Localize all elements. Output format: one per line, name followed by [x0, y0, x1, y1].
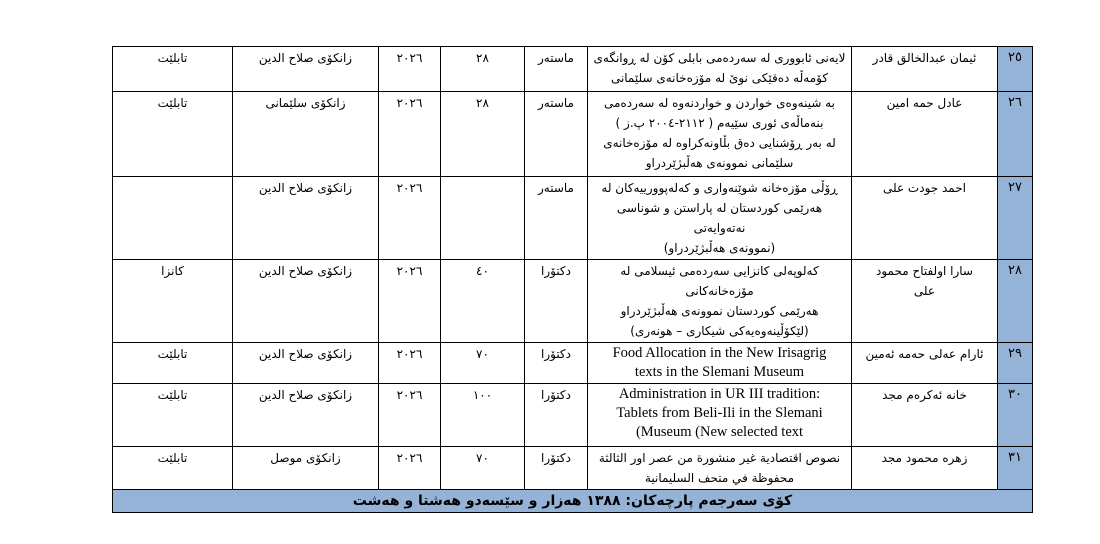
title-line: هەرێمی کوردستان نموونەی هەڵبژێردراو — [620, 304, 819, 318]
university: زانکۆی صلاح الدین — [233, 260, 379, 343]
title-line: لە بەر ڕۆشنایی دەق بڵاونەکراوە لە مۆزەخانەی — [603, 136, 836, 150]
table-container — [112, 46, 1032, 513]
title-line: ڕۆڵی مۆزەخانە شوێنەواری و کەلەپوورییەکان لە — [601, 181, 838, 195]
total-label: کۆی سەرجەم پارچەکان: ١٣٨٨ هەزار و سێسەدو هەشتا و هەشت — [113, 490, 1033, 513]
material-type: تابلێت — [113, 92, 233, 177]
title-line: بە شینەوەی خواردن و خواردنەوە لە سەردەمی — [604, 96, 835, 110]
row-number: ٣٠ — [998, 384, 1033, 447]
title-line: Tablets from Beli-Ili in the Slemani — [616, 405, 823, 421]
university: زانکۆی صلاح الدین — [233, 384, 379, 447]
year: ٢٠٢٦ — [379, 447, 441, 490]
title-line: سلێمانی نموونەی هەڵبژێردراو — [645, 156, 794, 170]
row-number: ٢٧ — [998, 177, 1033, 260]
table-row — [113, 260, 1033, 343]
item-count: ٧٠ — [441, 343, 525, 384]
table-row — [113, 177, 1033, 260]
university: زانکۆی صلاح الدین — [233, 343, 379, 384]
university: زانکۆی سلێمانی — [233, 92, 379, 177]
degree: دکتۆرا — [525, 384, 588, 447]
degree: ماستەر — [525, 92, 588, 177]
row-number: ٢٨ — [998, 260, 1033, 343]
title-line: نصوص اقتصادیة غیر منشورة من عصر اور الثالثة — [598, 451, 841, 465]
theses-table — [112, 46, 1033, 513]
university: زانکۆی صلاح الدین — [233, 177, 379, 260]
researcher-name: ئیمان عبدالخالق قادر — [852, 47, 998, 92]
thesis-title — [588, 343, 852, 384]
title-line: کۆمەڵە دەقێکی نوێ لە مۆزەخانەی سلێمانی — [610, 71, 829, 85]
thesis-title — [588, 447, 852, 490]
title-line: (لێکۆڵینەوەیەکی شیکاری – هونەری) — [630, 324, 809, 338]
researcher-name — [852, 260, 998, 343]
researcher-name: عادل حمه امین — [852, 92, 998, 177]
year: ٢٠٢٦ — [379, 47, 441, 92]
researcher-name: خانه ئەکرەم مجد — [852, 384, 998, 447]
researcher-name: احمد جودت علی — [852, 177, 998, 260]
material-type: تابلێت — [113, 343, 233, 384]
thesis-title — [588, 177, 852, 260]
researcher-name: ئارام عەلی حەمە ئەمین — [852, 343, 998, 384]
item-count: ٤٠ — [441, 260, 525, 343]
year: ٢٠٢٦ — [379, 384, 441, 447]
researcher-name: زهره محمود مجد — [852, 447, 998, 490]
row-number: ٢٥ — [998, 47, 1033, 92]
title-line: محفوظة في متحف السلیمانیة — [644, 471, 795, 485]
degree: دکتۆرا — [525, 343, 588, 384]
name-line: علی — [913, 284, 936, 298]
thesis-title — [588, 260, 852, 343]
title-line: (Museum (New selected text — [635, 424, 804, 440]
item-count: ٧٠ — [441, 447, 525, 490]
degree: دکتۆرا — [525, 260, 588, 343]
degree: دکتۆرا — [525, 447, 588, 490]
row-number: ٣١ — [998, 447, 1033, 490]
table-row — [113, 47, 1033, 92]
item-count — [441, 177, 525, 260]
year: ٢٠٢٦ — [379, 260, 441, 343]
title-line: texts in the Slemani Museum — [634, 364, 805, 380]
total-row — [113, 490, 1033, 513]
material-type: کانزا — [113, 260, 233, 343]
table-row — [113, 92, 1033, 177]
name-line: سارا اولفتاح محمود — [875, 264, 973, 278]
title-line: (نموونەی هەڵبژێردراو) — [663, 241, 776, 255]
year: ٢٠٢٦ — [379, 343, 441, 384]
thesis-title — [588, 47, 852, 92]
thesis-title — [588, 384, 852, 447]
item-count: ١٠٠ — [441, 384, 525, 447]
item-count: ٢٨ — [441, 92, 525, 177]
item-count: ٢٨ — [441, 47, 525, 92]
material-type — [113, 177, 233, 260]
table-row — [113, 384, 1033, 447]
title-line: هەرێمی کوردستان لە پاراستن و شوناسی نەتەوایەتی — [616, 201, 823, 235]
title-line: Food Allocation in the New Irisagrig — [612, 345, 827, 361]
title-line: لایەنی ئابووری لە سەردەمی بابلی کۆن لە ڕوانگەی — [593, 51, 846, 65]
university: زانکۆی موصل — [233, 447, 379, 490]
title-line: Administration in UR III tradition: — [618, 386, 821, 402]
material-type: تابلێت — [113, 47, 233, 92]
row-number: ٢٩ — [998, 343, 1033, 384]
year: ٢٠٢٦ — [379, 177, 441, 260]
university: زانکۆی صلاح الدین — [233, 47, 379, 92]
degree: ماستەر — [525, 47, 588, 92]
year: ٢٠٢٦ — [379, 92, 441, 177]
material-type: تابلێت — [113, 447, 233, 490]
degree: ماستەر — [525, 177, 588, 260]
table-row — [113, 447, 1033, 490]
material-type: تابلێت — [113, 384, 233, 447]
title-line: کەلوپەلی کانزایی سەردەمی ئیسلامی لە مۆزەخانەکانی — [620, 264, 819, 298]
table-row — [113, 343, 1033, 384]
thesis-title — [588, 92, 852, 177]
title-line: بنەماڵەی ئوری سێیەم ( ٢١١٢-٢٠٠٤ پ.ز ) — [615, 116, 824, 130]
row-number: ٢٦ — [998, 92, 1033, 177]
